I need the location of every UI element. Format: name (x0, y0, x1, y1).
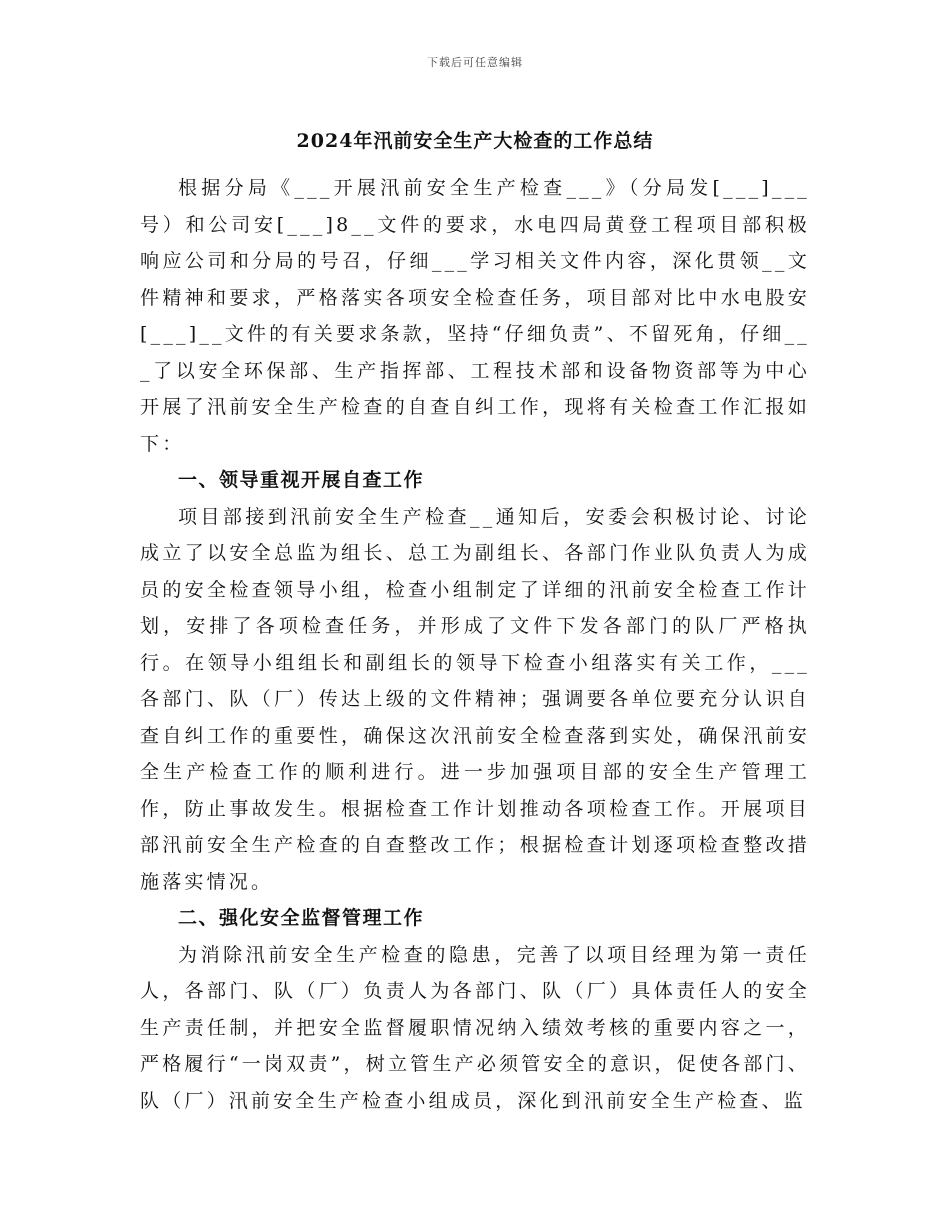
document-title: 2024年汛前安全生产大检查的工作总结 (296, 130, 654, 152)
section-2-heading: 二、强化安全监督管理工作 (178, 907, 425, 929)
header-watermark: 下载后可任意编辑 (427, 56, 523, 69)
section-1-paragraph: 项目部接到汛前安全生产检查__通知后，安委会积极讨论、讨论成立了以安全总监为组长、总工为副组长、各部门作业队负责人为成员的安全检查领导小组，检查小组制定了详细的汛前安全检查工作计划，安排了各项检查任务，并形成了文件下发各部门的队厂严格执行。在领导小组组长和副组长的领导下检查小组落实有关工作，___各部门、队（厂）传达上级的文件精神；强调要各单位要充分认识自查自纠工作的重要性，确保这次汛前安全检查落到实处，确保汛前安全生产检查工作的顺利进行。进一步加强项目部的安全生产管理工作，防止事故发生。根据检查工作计划推动各项检查工作。开展项目部汛前安全生产检查的自查整改工作；根据检查计划逐项检查整改措施落实情况。 (140, 505, 810, 893)
document-body (140, 170, 810, 1119)
section-1-heading: 一、领导重视开展自查工作 (178, 469, 425, 491)
section-2-paragraph: 为消除汛前安全生产检查的隐患，完善了以项目经理为第一责任人，各部门、队（厂）负责人为各部门、队（厂）具体责任人的安全生产责任制，并把安全监督履职情况纳入绩效考核的重要内容之一，严格履行“一岗双责”，树立管生产必须管安全的意识，促使各部门、队（厂）汛前安全生产检查小组成员，深化到汛前安全生产检查、监 (140, 943, 810, 1112)
intro-paragraph: 根据分局《___开展汛前安全生产检查___》（分局发[___]___号）和公司安[___]8__文件的要求，水电四局黄登工程项目部积极响应公司和分局的号召，仔细___学习相关文件内容，深化贯领__文件精神和要求，严格落实各项安全检查任务，项目部对比中水电股安[___]__文件的有关要求条款，坚持“仔细负责”、不留死角，仔细___了以安全环保部、生产指挥部、工程技术部和设备物资部等为中心开展了汛前安全生产检查的自查自纠工作，现将有关检查工作汇报如下： (140, 177, 810, 455)
